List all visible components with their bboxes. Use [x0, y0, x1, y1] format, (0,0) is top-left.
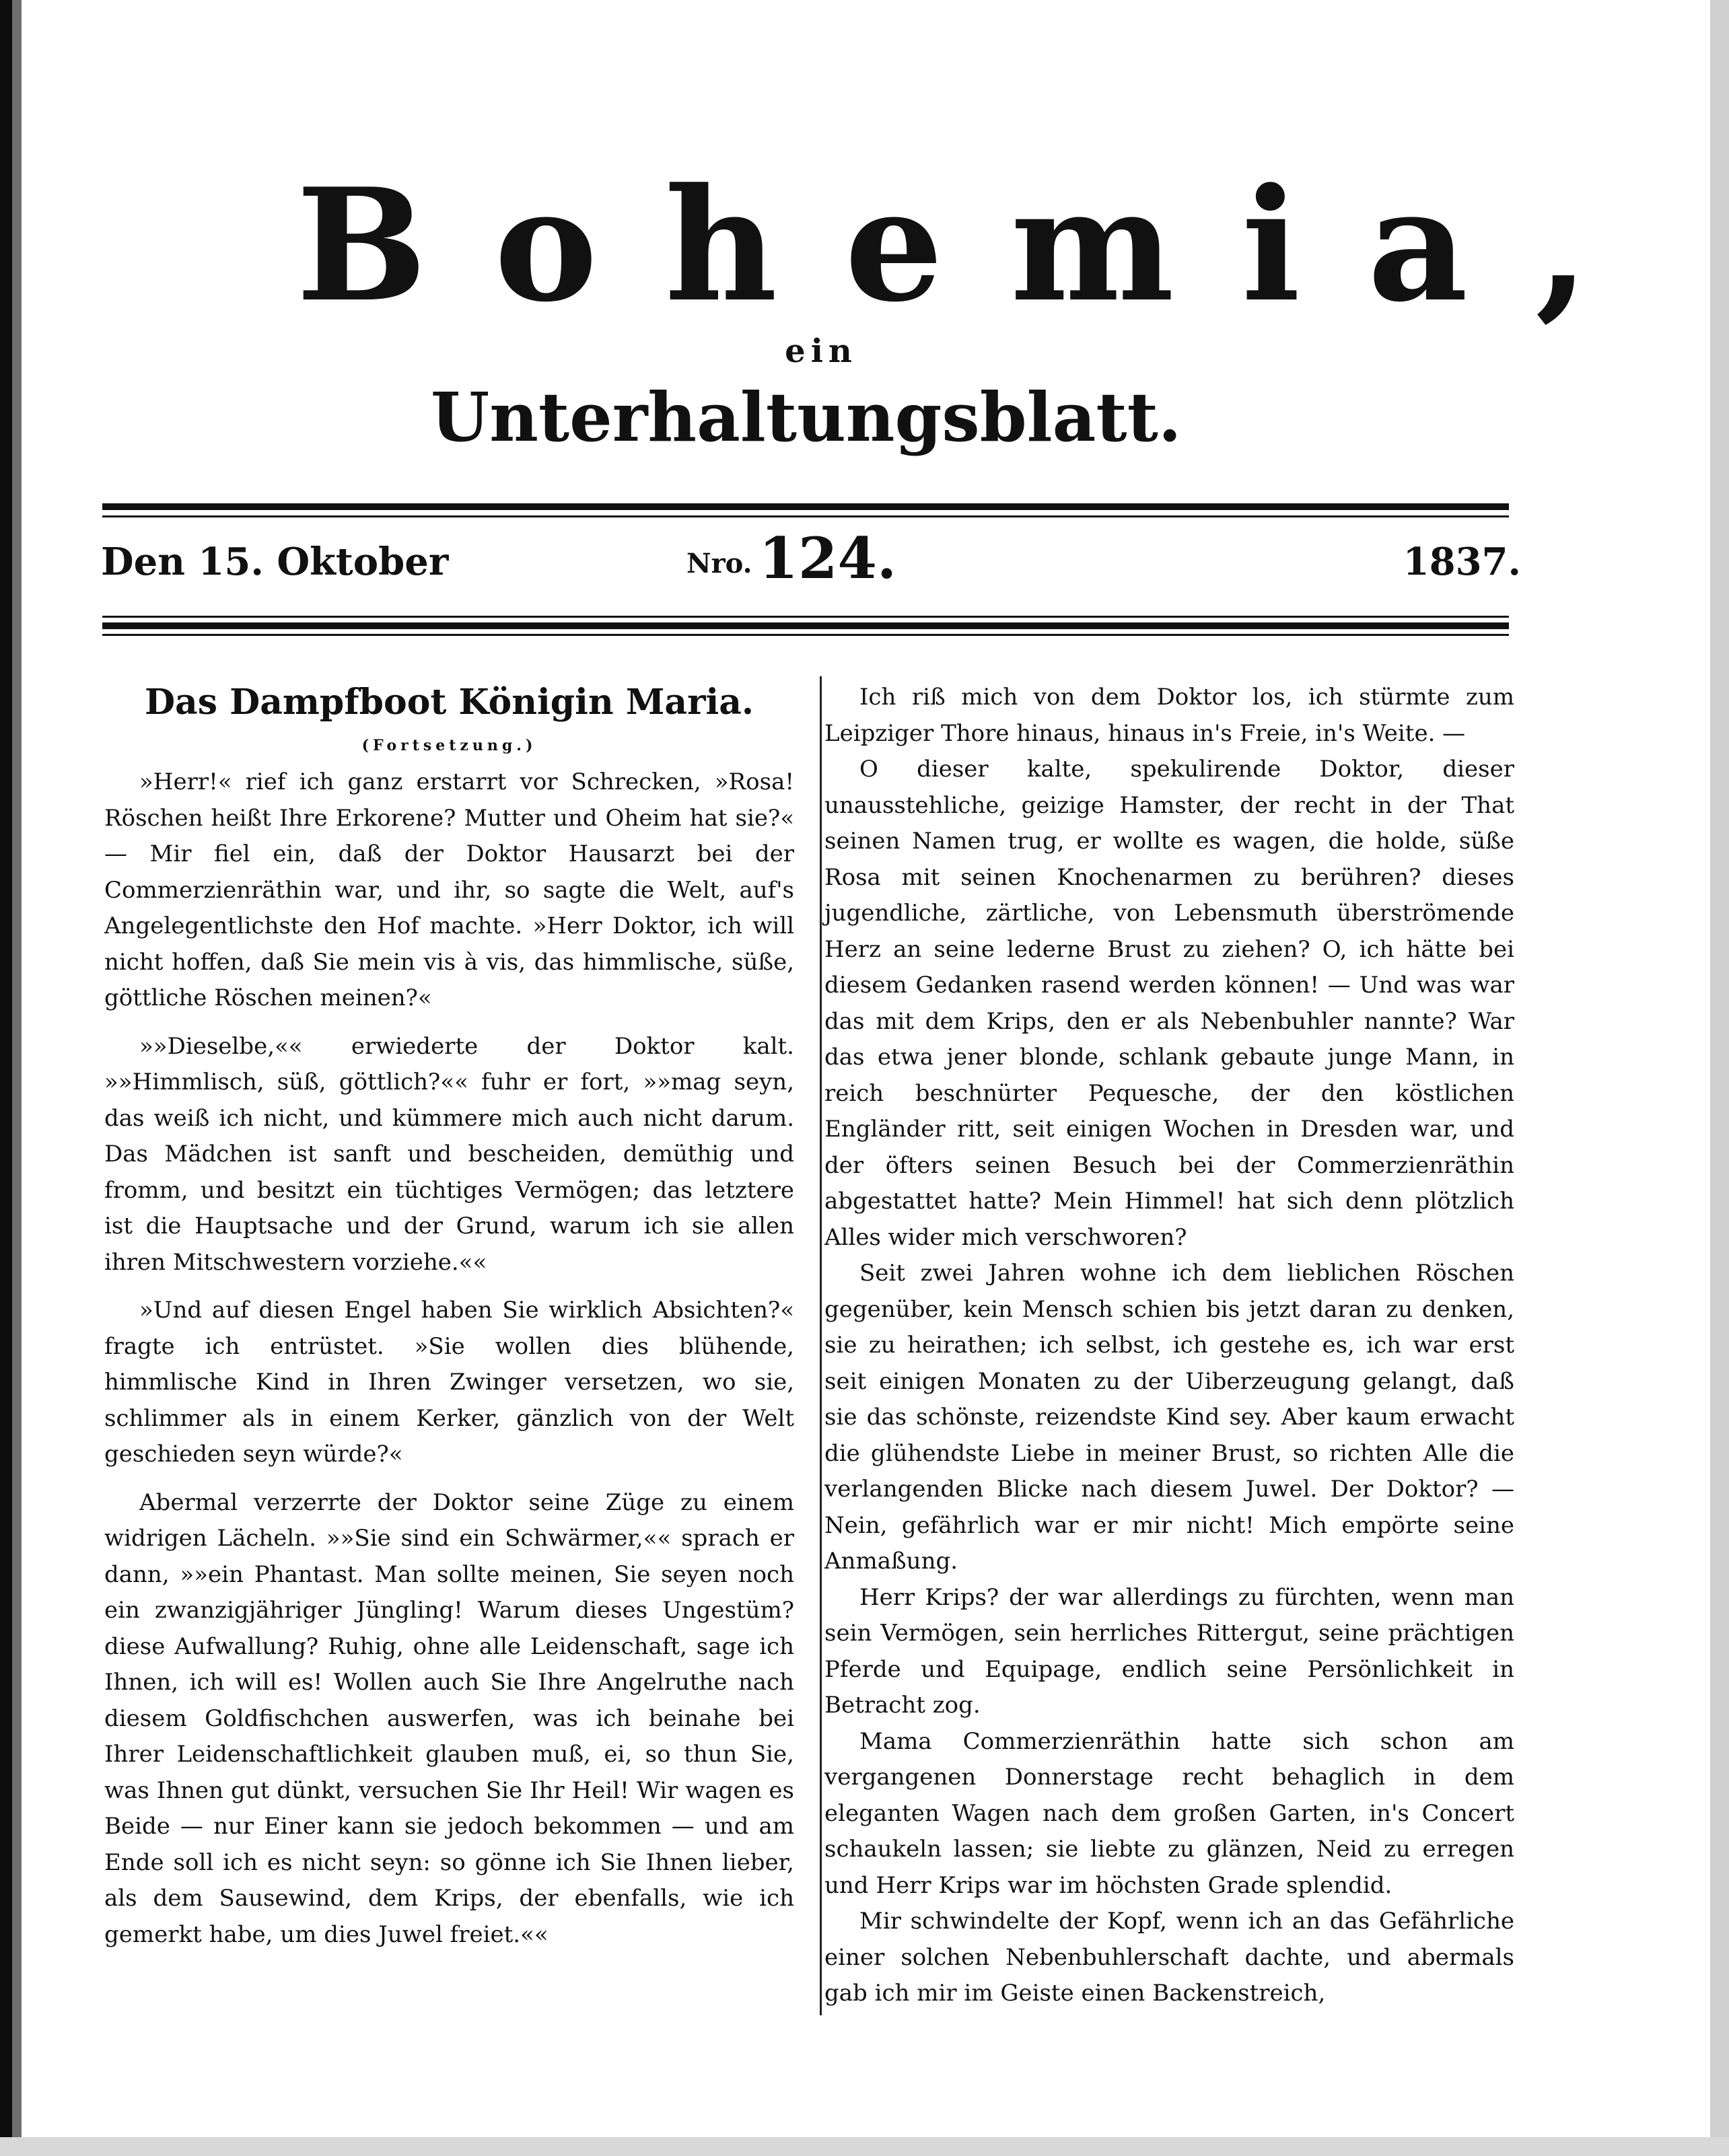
paragraph: Abermal verzerrte der Doktor seine Züge zu einem widrigen Lächeln. »»Sie sind ein Schwärmer,«« sprach er dann, »»ein Phantast. Man sollte meinen, Sie seyen noch ein zwanzigjähriger Jüngling! Warum dieses Ungestüm? diese Aufwallung? Ruhig, ohne alle Leidenschaft, sage ich Ihnen, ich will es! Wollen auch Sie Ihre Angelruthe nach diesem Goldfischchen auswerfen, was ich beinahe bei Ihrer Leidenschaftlichkeit glauben muß, ei, so thun Sie, was Ihnen gut dünkt, versuchen Sie Ihr Heil! Wir wagen es Beide — nur Einer kann sie jedoch bekommen — und am Ende soll ich es nicht seyn: so gönne ich Sie Ihnen lieber, als dem Sausewind, dem Krips, der ebenfalls, wie ich gemerkt habe, um dies Juwel freiet.«« [104, 1488, 794, 1948]
header-rule-bottom-thick [102, 622, 1509, 629]
issue-number-value: 124. [758, 525, 897, 591]
issue-number-prefix: Nro. [686, 548, 752, 579]
paragraph: O dieser kalte, spekulirende Doktor, dieser unausstehliche, geizige Hamster, der recht in der That seinen Namen trug, er wollte es wagen, die holde, süße Rosa mit seinen Knochenarmen zu berühren? dieses jugendliche, zärtliche, von Lebensmuth überströmende Herz an seine lederne Brust zu ziehen? O, ich hätte bei diesem Gedanken rasend werden können! — Und was war das mit dem Krips, den er als Nebenbuhler nannte? War das etwa jener blonde, schlank gebaute junge Mann, in reich beschnürter Pequesche, der den köstlichen Engländer ritt, seit einigen Wochen in Dresden war, und der öfters seinen Besuch bei der Commerzienräthin abgestattet hatte? Mein Himmel! hat sich denn plötzlich Alles wider mich verschworen? [824, 756, 1514, 1251]
column-right [824, 680, 1514, 2012]
issue-number [686, 525, 956, 592]
paragraph: Mama Commerzienräthin hatte sich schon am vergangenen Donnerstage recht behaglich in dem eleganten Wagen nach dem großen Garten, in's Concert schaukeln lassen; sie liebte zu glänzen, Neid zu erregen und Herr Krips war im höchsten Grade splendid. [824, 1727, 1514, 1899]
header-rule-top-thick [102, 503, 1509, 510]
paragraph: Seit zwei Jahren wohne ich dem lieblichen Röschen gegenüber, kein Mensch schien bis jetzt daran zu denken, sie zu heirathen; ich selbst, ich gestehe es, ich war erst seit einigen Monaten zu der Uiberzeugung gelangt, daß sie das schönste, reizendste Kind sey. Aber kaum erwacht die glühendste Liebe in meiner Brust, so richten Alle die verlangenden Blicke nach diesem Juwel. Der Doktor? — Nein, gefährlich war er mir nicht! Mich empörte seine Anmaßung. [824, 1260, 1514, 1575]
masthead-connector: ein [785, 332, 857, 370]
scan-border-left [0, 0, 12, 2156]
paragraph: Herr Krips? der war allerdings zu fürchten, wenn man sein Vermögen, sein herrliches Rittergut, seine prächtigen Pferde und Equipage, endlich seine Persönlichkeit in Betracht zog. [824, 1583, 1514, 1719]
paragraph: »Herr!« rief ich ganz erstarrt vor Schrecken, »Rosa! Röschen heißt Ihre Erkorene? Mutter und Oheim hat sie?« — Mir fiel ein, daß der Doktor Hausarzt bei der Commerzienräthin war, und ihr, so sagte die Welt, auf's Angelegentlichste den Hof machte. »Herr Doktor, ich will nicht hoffen, daß Sie mein vis à vis, das himmlische, süße, göttliche Röschen meinen?« [104, 768, 794, 1011]
masthead-subtitle: Unterhaltungsblatt. [431, 378, 1182, 457]
scan-border-right [1710, 0, 1729, 2156]
column-divider [820, 676, 822, 2015]
scan-border-left-inner [12, 0, 22, 2156]
paragraph: Ich riß mich von dem Doktor los, ich stürmte zum Leipziger Thore hinaus, hinaus in's Freie, in's Weite. — [824, 684, 1514, 747]
header-rule-top-thin [102, 515, 1509, 517]
issue-date: Den 15. Oktober [101, 540, 449, 584]
column-left [104, 680, 794, 1953]
article-title: Das Dampfboot Königin Maria. [144, 682, 754, 723]
paragraph: Mir schwindelte der Kopf, wenn ich an das Gefährliche einer solchen Nebenbuhlerschaft dachte, und abermals gab ich mir im Geiste einen Backenstreich, [824, 1908, 1514, 2007]
header-rule-bottom-thin [102, 616, 1509, 618]
issue-year: 1837. [1403, 540, 1521, 584]
masthead-title: Bohemia, [296, 155, 1657, 336]
paragraph: »»Dieselbe,«« erwiederte der Doktor kalt. »»Himmlisch, süß, göttlich?«« fuhr er fort, »»mag seyn, das weiß ich nicht, und kümmere mich auch nicht darum. Das Mädchen ist sanft und bescheiden, demüthig und fromm, und besitzt ein tüchtiges Vermögen; das letztere ist die Hauptsache und der Grund, warum ich sie allen ihren Mitschwestern vorziehe.«« [104, 1032, 794, 1276]
paragraph: »Und auf diesen Engel haben Sie wirklich Absichten?« fragte ich entrüstet. »Sie wollen dies blühende, himmlische Kind in Ihren Zwinger versetzen, wo sie, schlimmer als in einem Kerker, gänzlich von der Welt geschieden seyn würde?« [104, 1297, 794, 1468]
header-rule-bottom-thin2 [102, 634, 1509, 636]
scan-border-bottom [0, 2137, 1729, 2156]
continuation-note: (Fortsetzung.) [361, 737, 537, 754]
